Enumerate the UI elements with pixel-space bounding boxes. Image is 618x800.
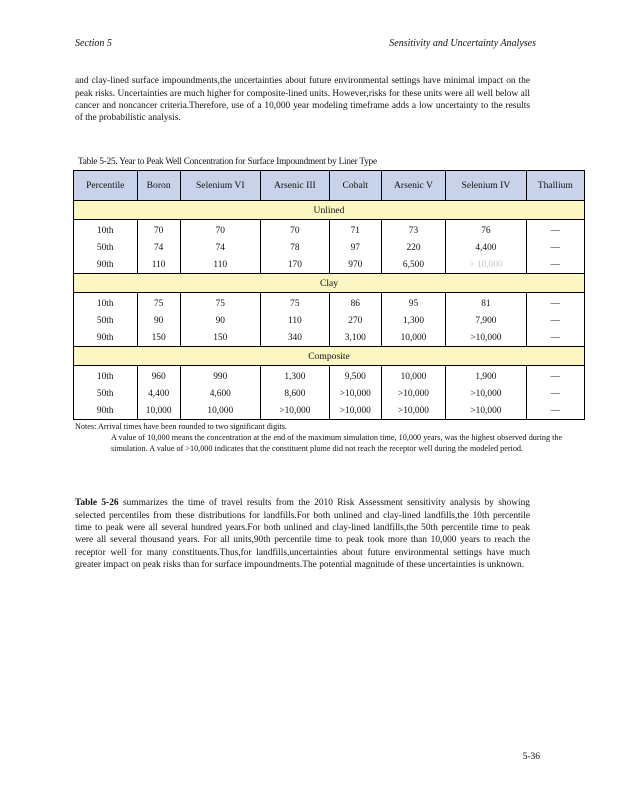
cell: 110: [260, 312, 329, 329]
cell: 75: [137, 293, 180, 313]
cell: 150: [180, 329, 260, 347]
table-row: [74, 366, 585, 386]
cell: 70: [180, 220, 260, 240]
cell: 4,400: [137, 385, 180, 402]
note-item: A value of 10,000 means the concentration at the end of the maximum simulation time, 10,000 years, was the highest observed during the simulation. A value of >10,000 indicates that the constituent plume did not reach the receptor well during the modeled period.: [111, 433, 563, 453]
table-row: [74, 239, 585, 256]
notes-label: Notes:: [75, 422, 97, 431]
cell: 95: [381, 293, 446, 313]
cell: 90th: [74, 402, 138, 420]
column-header: Boron: [137, 171, 180, 201]
table-row: [74, 402, 585, 420]
table-notes: [75, 421, 590, 454]
cell: 78: [260, 239, 329, 256]
cell: —: [526, 256, 584, 274]
cell: 6,500: [381, 256, 446, 274]
cell: —: [526, 239, 584, 256]
cell: 75: [260, 293, 329, 313]
section-header-clay: Clay: [74, 274, 585, 293]
cell: 86: [329, 293, 381, 313]
note-line-1: [75, 421, 590, 432]
cell: >10,000: [329, 385, 381, 402]
cell: 75: [180, 293, 260, 313]
cell: 50th: [74, 312, 138, 329]
section-clay: [74, 274, 585, 293]
column-header: Thallium: [526, 171, 584, 201]
table-reference: Table 5-26: [75, 498, 119, 509]
cell: 76: [446, 220, 526, 240]
cell: 990: [180, 366, 260, 386]
section-composite: [74, 347, 585, 366]
cell: >10,000: [446, 329, 526, 347]
cell: 7,900: [446, 312, 526, 329]
table-row: [74, 312, 585, 329]
cell: 71: [329, 220, 381, 240]
cell: 81: [446, 293, 526, 313]
group-composite: [74, 366, 585, 420]
section-header-unlined: Unlined: [74, 201, 585, 220]
cell: 970: [329, 256, 381, 274]
cell: 74: [137, 239, 180, 256]
group-clay: [74, 293, 585, 347]
cell: —: [526, 366, 584, 386]
cell: —: [526, 402, 584, 420]
cell: 50th: [74, 385, 138, 402]
cell: —: [526, 385, 584, 402]
cell: 70: [260, 220, 329, 240]
cell: 110: [180, 256, 260, 274]
cell: 150: [137, 329, 180, 347]
cell: 90th: [74, 329, 138, 347]
cell: >10,000: [260, 402, 329, 420]
cell: 4,400: [446, 239, 526, 256]
cell: 10,000: [381, 366, 446, 386]
cell: >10,000: [381, 402, 446, 420]
table-header-row: [74, 171, 585, 201]
table-row: [74, 256, 585, 274]
cell: >10,000: [446, 385, 526, 402]
cell: 10,000: [381, 329, 446, 347]
column-header: Arsenic III: [260, 171, 329, 201]
group-unlined: [74, 220, 585, 274]
cell: 1,900: [446, 366, 526, 386]
peak-concentration-table: [73, 170, 585, 420]
cell: >10,000: [381, 385, 446, 402]
cell: 270: [329, 312, 381, 329]
cell: 10th: [74, 220, 138, 240]
cell: 220: [381, 239, 446, 256]
cell: >10,000: [446, 402, 526, 420]
column-header: Percentile: [74, 171, 138, 201]
cell: 10,000: [180, 402, 260, 420]
cell: 110: [137, 256, 180, 274]
cell: 1,300: [260, 366, 329, 386]
cell: 70: [137, 220, 180, 240]
cell: —: [526, 293, 584, 313]
cell: 170: [260, 256, 329, 274]
table-row: [74, 293, 585, 313]
cell: 340: [260, 329, 329, 347]
cell: >10,000: [329, 402, 381, 420]
cell: 97: [329, 239, 381, 256]
column-header: Cobalt: [329, 171, 381, 201]
page-number: 5-36: [522, 752, 540, 762]
cell: 960: [137, 366, 180, 386]
cell: 90: [137, 312, 180, 329]
column-header: Arsenic V: [381, 171, 446, 201]
cell: —: [526, 312, 584, 329]
table-row: [74, 220, 585, 240]
cell: 74: [180, 239, 260, 256]
cell: 3,100: [329, 329, 381, 347]
table-caption: Table 5-25. Year to Peak Well Concentration for Surface Impoundment by Liner Type: [78, 156, 377, 166]
column-header: Selenium VI: [180, 171, 260, 201]
table-row: [74, 329, 585, 347]
cell: 90th: [74, 256, 138, 274]
cell: 1,300: [381, 312, 446, 329]
cell: 4,600: [180, 385, 260, 402]
running-header-section: Section 5: [75, 38, 112, 49]
running-header-title: Sensitivity and Uncertainty Analyses: [389, 38, 536, 49]
intro-paragraph: and clay-lined surface impoundments,the uncertainties about future environmental settings have minimal impact on the peak risks. Uncertainties are much higher for composite-lined units. However,risks for these units were all well below all cancer and noncancer criteria.Therefore, use of a 10,000 year modeling timeframe adds a low uncertainty to the results of the probabilistic analysis.: [75, 76, 530, 124]
section-unlined: [74, 201, 585, 220]
cell: 10th: [74, 366, 138, 386]
cell: —: [526, 329, 584, 347]
cell: 73: [381, 220, 446, 240]
cell: 8,600: [260, 385, 329, 402]
cell: —: [526, 220, 584, 240]
cell: 90: [180, 312, 260, 329]
note-item: Arrival times have been rounded to two significant digits.: [98, 422, 287, 431]
column-header: Selenium IV: [446, 171, 526, 201]
body-paragraph-text: summarizes the time of travel results from the 2010 Risk Assessment sensitivity analysis by showing selected percentiles from these distributions for landfills.For both unlined and clay-lined landfills,the 10th percentile time to peak were all several hundred years.For both unlined and clay-lined landfills,the 50th percentile time to peak were all several thousand years. For all units,90th percentile time to peak took more than 10,000 years to reach the receptor well for many constituents.Thus,for landfills,uncertainties about future environmental settings have much greater impact on peak risks than for surface impoundments.The potential magnitude of these uncertainties is unknown.: [75, 498, 530, 570]
table-row: [74, 385, 585, 402]
cell-faded: > 10,000: [446, 256, 526, 274]
section-header-composite: Composite: [74, 347, 585, 366]
cell: 10,000: [137, 402, 180, 420]
cell: 50th: [74, 239, 138, 256]
cell: 9,500: [329, 366, 381, 386]
body-paragraph: [75, 497, 530, 571]
cell: 10th: [74, 293, 138, 313]
